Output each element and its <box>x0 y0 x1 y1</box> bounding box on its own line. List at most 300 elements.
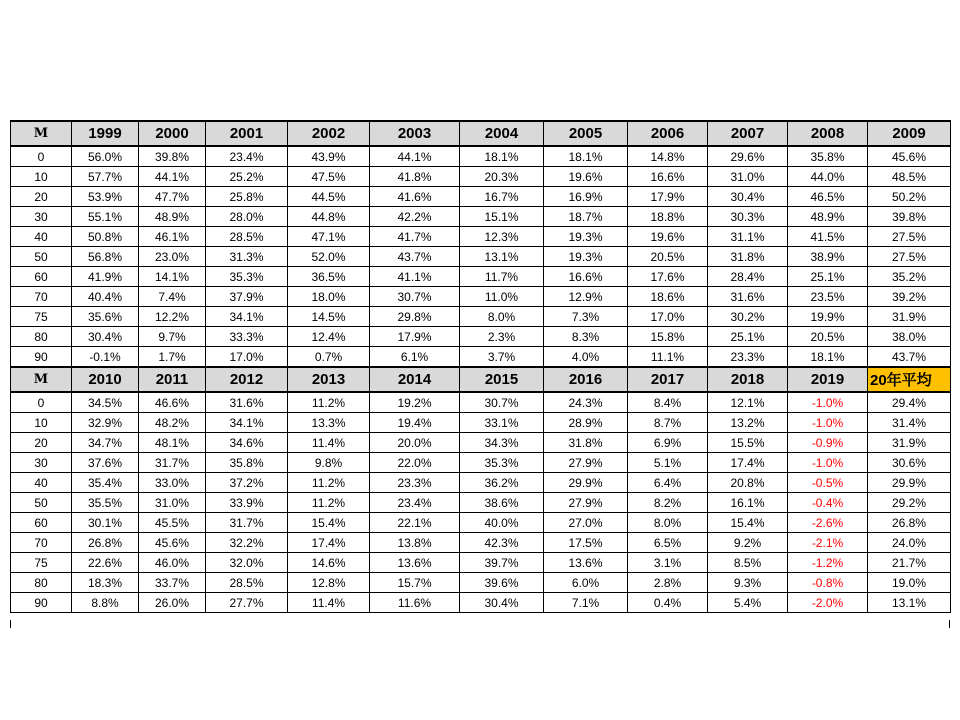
value-cell[interactable]: 6.4% <box>628 473 708 493</box>
value-cell[interactable]: 44.0% <box>788 167 868 187</box>
row-label-cell[interactable]: 0 <box>11 146 72 167</box>
value-cell[interactable]: 26.8% <box>72 533 139 553</box>
value-cell[interactable]: 30.1% <box>72 513 139 533</box>
value-cell[interactable]: 29.9% <box>868 473 951 493</box>
value-cell[interactable]: 2.3% <box>460 327 544 347</box>
value-cell[interactable]: -0.5% <box>788 473 868 493</box>
value-cell[interactable]: 14.1% <box>139 267 206 287</box>
value-cell[interactable]: 9.2% <box>708 533 788 553</box>
value-cell[interactable]: 44.1% <box>139 167 206 187</box>
value-cell[interactable]: 12.2% <box>139 307 206 327</box>
header-cell-year[interactable]: 2016 <box>544 367 628 392</box>
value-cell[interactable]: 15.5% <box>708 433 788 453</box>
value-cell[interactable]: 34.5% <box>72 392 139 413</box>
header-cell-year[interactable]: 2000 <box>139 121 206 146</box>
row-label-cell[interactable]: 40 <box>11 227 72 247</box>
header-cell-year[interactable]: 2011 <box>139 367 206 392</box>
value-cell[interactable]: 17.9% <box>628 187 708 207</box>
value-cell[interactable]: 30.7% <box>370 287 460 307</box>
value-cell[interactable]: 41.8% <box>370 167 460 187</box>
table-row <box>11 167 951 187</box>
value-cell[interactable]: 26.8% <box>868 513 951 533</box>
value-cell[interactable]: 0.4% <box>628 593 708 613</box>
value-cell[interactable]: 17.4% <box>708 453 788 473</box>
value-cell[interactable]: 27.5% <box>868 247 951 267</box>
value-cell[interactable]: 25.2% <box>206 167 288 187</box>
value-cell[interactable]: 31.7% <box>206 513 288 533</box>
value-cell[interactable]: 15.4% <box>708 513 788 533</box>
value-cell[interactable]: 56.0% <box>72 146 139 167</box>
value-cell[interactable]: 37.2% <box>206 473 288 493</box>
value-cell[interactable]: 31.7% <box>139 453 206 473</box>
value-cell[interactable]: 29.2% <box>868 493 951 513</box>
value-cell[interactable]: 15.1% <box>460 207 544 227</box>
row-label-cell[interactable]: 60 <box>11 513 72 533</box>
header-cell-m[interactable]: M <box>11 367 72 392</box>
value-cell[interactable]: 19.3% <box>544 227 628 247</box>
value-cell[interactable]: 13.3% <box>288 413 370 433</box>
value-cell[interactable]: 3.1% <box>628 553 708 573</box>
value-cell[interactable]: 41.6% <box>370 187 460 207</box>
row-label-cell[interactable]: 30 <box>11 207 72 227</box>
value-cell[interactable]: 13.8% <box>370 533 460 553</box>
value-cell[interactable]: 38.6% <box>460 493 544 513</box>
value-cell[interactable]: -2.0% <box>788 593 868 613</box>
row-label-cell[interactable]: 50 <box>11 247 72 267</box>
value-cell[interactable]: 39.2% <box>868 287 951 307</box>
value-cell[interactable]: 18.3% <box>72 573 139 593</box>
value-cell[interactable]: 43.7% <box>868 347 951 368</box>
value-cell[interactable]: 19.0% <box>868 573 951 593</box>
value-cell[interactable]: 31.9% <box>868 433 951 453</box>
value-cell[interactable]: 14.8% <box>628 146 708 167</box>
value-cell[interactable]: 18.1% <box>544 146 628 167</box>
value-cell[interactable]: 27.5% <box>868 227 951 247</box>
value-cell[interactable]: 46.5% <box>788 187 868 207</box>
value-cell[interactable]: 8.4% <box>628 392 708 413</box>
value-cell[interactable]: 44.5% <box>288 187 370 207</box>
value-cell[interactable]: -1.0% <box>788 453 868 473</box>
value-cell[interactable]: 30.2% <box>708 307 788 327</box>
value-cell[interactable]: 41.5% <box>788 227 868 247</box>
value-cell[interactable]: 19.6% <box>628 227 708 247</box>
value-cell[interactable]: 13.2% <box>708 413 788 433</box>
value-cell[interactable]: 44.8% <box>288 207 370 227</box>
header-cell-year[interactable]: 2006 <box>628 121 708 146</box>
value-cell[interactable]: 18.6% <box>628 287 708 307</box>
value-cell[interactable]: 32.0% <box>206 553 288 573</box>
value-cell[interactable]: 11.4% <box>288 433 370 453</box>
value-cell[interactable]: 6.0% <box>544 573 628 593</box>
value-cell[interactable]: 13.1% <box>868 593 951 613</box>
value-cell[interactable]: 29.6% <box>708 146 788 167</box>
value-cell[interactable]: 12.1% <box>708 392 788 413</box>
value-cell[interactable]: -0.9% <box>788 433 868 453</box>
value-cell[interactable]: 28.4% <box>708 267 788 287</box>
value-cell[interactable]: 18.7% <box>544 207 628 227</box>
value-cell[interactable]: 7.4% <box>139 287 206 307</box>
table-row <box>11 287 951 307</box>
value-cell[interactable]: 31.8% <box>708 247 788 267</box>
value-cell[interactable]: 11.6% <box>370 593 460 613</box>
value-cell[interactable]: 30.7% <box>460 392 544 413</box>
grid-line <box>10 620 11 628</box>
value-cell[interactable]: 18.1% <box>788 347 868 368</box>
value-cell[interactable]: 16.6% <box>628 167 708 187</box>
row-label-cell[interactable]: 30 <box>11 453 72 473</box>
value-cell[interactable]: 34.1% <box>206 413 288 433</box>
value-cell[interactable]: 26.0% <box>139 593 206 613</box>
header-cell-year[interactable]: 2004 <box>460 121 544 146</box>
value-cell[interactable]: 35.8% <box>206 453 288 473</box>
value-cell[interactable]: 31.0% <box>139 493 206 513</box>
table-row <box>11 267 951 287</box>
value-cell[interactable]: 31.3% <box>206 247 288 267</box>
value-cell[interactable]: 3.7% <box>460 347 544 368</box>
value-cell[interactable]: 20.8% <box>708 473 788 493</box>
value-cell[interactable]: 46.6% <box>139 392 206 413</box>
header-cell-year[interactable]: 2018 <box>708 367 788 392</box>
value-cell[interactable]: 29.9% <box>544 473 628 493</box>
value-cell[interactable]: 13.6% <box>370 553 460 573</box>
value-cell[interactable]: 24.0% <box>868 533 951 553</box>
value-cell[interactable]: 16.7% <box>460 187 544 207</box>
value-cell[interactable]: 17.9% <box>370 327 460 347</box>
row-label-cell[interactable]: 90 <box>11 593 72 613</box>
value-cell[interactable]: 20.0% <box>370 433 460 453</box>
header-cell-year[interactable]: 2001 <box>206 121 288 146</box>
value-cell[interactable]: 27.9% <box>544 493 628 513</box>
value-cell[interactable]: 20.5% <box>788 327 868 347</box>
header-cell-year[interactable]: 2012 <box>206 367 288 392</box>
value-cell[interactable]: 17.5% <box>544 533 628 553</box>
header-cell-year[interactable]: 2008 <box>788 121 868 146</box>
value-cell[interactable]: 36.5% <box>288 267 370 287</box>
value-cell[interactable]: 32.9% <box>72 413 139 433</box>
value-cell[interactable]: 7.3% <box>544 307 628 327</box>
value-cell[interactable]: 25.1% <box>708 327 788 347</box>
header-cell-year[interactable]: 2014 <box>370 367 460 392</box>
value-cell[interactable]: 15.8% <box>628 327 708 347</box>
value-cell[interactable]: 38.9% <box>788 247 868 267</box>
value-cell[interactable]: 31.0% <box>708 167 788 187</box>
value-cell[interactable]: 12.4% <box>288 327 370 347</box>
value-cell[interactable]: 45.6% <box>139 533 206 553</box>
value-cell[interactable]: 7.1% <box>544 593 628 613</box>
value-cell[interactable]: 32.2% <box>206 533 288 553</box>
value-cell[interactable]: 11.1% <box>628 347 708 368</box>
value-cell[interactable]: 19.3% <box>544 247 628 267</box>
value-cell[interactable]: 40.0% <box>460 513 544 533</box>
value-cell[interactable]: 28.9% <box>544 413 628 433</box>
value-cell[interactable]: 48.9% <box>788 207 868 227</box>
value-cell[interactable]: 34.6% <box>206 433 288 453</box>
value-cell[interactable]: 36.2% <box>460 473 544 493</box>
value-cell[interactable]: 27.0% <box>544 513 628 533</box>
value-cell[interactable]: 27.7% <box>206 593 288 613</box>
value-cell[interactable]: 31.6% <box>206 392 288 413</box>
value-cell[interactable]: 30.4% <box>708 187 788 207</box>
value-cell[interactable]: 23.0% <box>139 247 206 267</box>
value-cell[interactable]: 42.2% <box>370 207 460 227</box>
value-cell[interactable]: 55.1% <box>72 207 139 227</box>
value-cell[interactable]: 13.6% <box>544 553 628 573</box>
header-cell-year[interactable]: 2007 <box>708 121 788 146</box>
table-row <box>11 473 951 493</box>
value-cell[interactable]: 14.6% <box>288 553 370 573</box>
row-label-cell[interactable]: 90 <box>11 347 72 368</box>
value-cell[interactable]: 37.6% <box>72 453 139 473</box>
value-cell[interactable]: 5.1% <box>628 453 708 473</box>
row-label-cell[interactable]: 75 <box>11 553 72 573</box>
value-cell[interactable]: 23.4% <box>206 146 288 167</box>
value-cell[interactable]: -1.2% <box>788 553 868 573</box>
value-cell[interactable]: 33.9% <box>206 493 288 513</box>
header-cell-m[interactable]: M <box>11 121 72 146</box>
value-cell[interactable]: 31.6% <box>708 287 788 307</box>
row-label-cell[interactable]: 40 <box>11 473 72 493</box>
value-cell[interactable]: 30.6% <box>868 453 951 473</box>
value-cell[interactable]: 46.1% <box>139 227 206 247</box>
value-cell[interactable]: 8.0% <box>628 513 708 533</box>
value-cell[interactable]: 29.4% <box>868 392 951 413</box>
value-cell[interactable]: 19.4% <box>370 413 460 433</box>
value-cell[interactable]: 11.2% <box>288 473 370 493</box>
value-cell[interactable]: 43.9% <box>288 146 370 167</box>
returns-table <box>10 120 951 613</box>
value-cell[interactable]: 23.3% <box>370 473 460 493</box>
value-cell[interactable]: 8.8% <box>72 593 139 613</box>
value-cell[interactable]: 50.2% <box>868 187 951 207</box>
value-cell[interactable]: 52.0% <box>288 247 370 267</box>
value-cell[interactable]: 11.7% <box>460 267 544 287</box>
row-label-cell[interactable]: 75 <box>11 307 72 327</box>
value-cell[interactable]: 35.2% <box>868 267 951 287</box>
value-cell[interactable]: -0.8% <box>788 573 868 593</box>
value-cell[interactable]: 35.5% <box>72 493 139 513</box>
value-cell[interactable]: 56.8% <box>72 247 139 267</box>
table-row <box>11 187 951 207</box>
value-cell[interactable]: 18.0% <box>288 287 370 307</box>
value-cell[interactable]: 35.6% <box>72 307 139 327</box>
table-row <box>11 207 951 227</box>
header-cell-year[interactable]: 20年平均 <box>868 367 951 392</box>
value-cell[interactable]: 9.7% <box>139 327 206 347</box>
header-cell-year[interactable]: 2013 <box>288 367 370 392</box>
value-cell[interactable]: 27.9% <box>544 453 628 473</box>
value-cell[interactable]: 30.4% <box>460 593 544 613</box>
value-cell[interactable]: 57.7% <box>72 167 139 187</box>
value-cell[interactable]: 20.3% <box>460 167 544 187</box>
value-cell[interactable]: 30.3% <box>708 207 788 227</box>
value-cell[interactable]: 47.1% <box>288 227 370 247</box>
value-cell[interactable]: 53.9% <box>72 187 139 207</box>
value-cell[interactable]: 22.6% <box>72 553 139 573</box>
value-cell[interactable]: 23.5% <box>788 287 868 307</box>
value-cell[interactable]: 41.7% <box>370 227 460 247</box>
value-cell[interactable]: 35.8% <box>788 146 868 167</box>
row-label-cell[interactable]: 20 <box>11 187 72 207</box>
row-label-cell[interactable]: 70 <box>11 287 72 307</box>
value-cell[interactable]: 39.6% <box>460 573 544 593</box>
value-cell[interactable]: 16.9% <box>544 187 628 207</box>
value-cell[interactable]: 35.3% <box>460 453 544 473</box>
value-cell[interactable]: 16.6% <box>544 267 628 287</box>
value-cell[interactable]: 8.7% <box>628 413 708 433</box>
value-cell[interactable]: 19.9% <box>788 307 868 327</box>
value-cell[interactable]: 11.2% <box>288 493 370 513</box>
value-cell[interactable]: 34.7% <box>72 433 139 453</box>
value-cell[interactable]: 9.3% <box>708 573 788 593</box>
value-cell[interactable]: 47.7% <box>139 187 206 207</box>
value-cell[interactable]: 28.5% <box>206 573 288 593</box>
value-cell[interactable]: 11.4% <box>288 593 370 613</box>
value-cell[interactable]: 24.3% <box>544 392 628 413</box>
value-cell[interactable]: 40.4% <box>72 287 139 307</box>
value-cell[interactable]: 8.5% <box>708 553 788 573</box>
value-cell[interactable]: 22.1% <box>370 513 460 533</box>
value-cell[interactable]: 41.9% <box>72 267 139 287</box>
header-cell-year[interactable]: 2017 <box>628 367 708 392</box>
value-cell[interactable]: 48.5% <box>868 167 951 187</box>
row-label-cell[interactable]: 20 <box>11 433 72 453</box>
value-cell[interactable]: 19.6% <box>544 167 628 187</box>
value-cell[interactable]: 48.1% <box>139 433 206 453</box>
row-label-cell[interactable]: 80 <box>11 573 72 593</box>
value-cell[interactable]: -1.0% <box>788 413 868 433</box>
value-cell[interactable]: 22.0% <box>370 453 460 473</box>
table-row <box>11 327 951 347</box>
value-cell[interactable]: 18.1% <box>460 146 544 167</box>
value-cell[interactable]: 25.1% <box>788 267 868 287</box>
value-cell[interactable]: -2.6% <box>788 513 868 533</box>
value-cell[interactable]: 25.8% <box>206 187 288 207</box>
value-cell[interactable]: 42.3% <box>460 533 544 553</box>
row-label-cell[interactable]: 10 <box>11 167 72 187</box>
value-cell[interactable]: 34.3% <box>460 433 544 453</box>
value-cell[interactable]: 12.9% <box>544 287 628 307</box>
value-cell[interactable]: 18.8% <box>628 207 708 227</box>
value-cell[interactable]: 23.3% <box>708 347 788 368</box>
row-label-cell[interactable]: 10 <box>11 413 72 433</box>
value-cell[interactable]: 15.7% <box>370 573 460 593</box>
value-cell[interactable]: 15.4% <box>288 513 370 533</box>
header-cell-year[interactable]: 2003 <box>370 121 460 146</box>
value-cell[interactable]: 37.9% <box>206 287 288 307</box>
value-cell[interactable]: 35.3% <box>206 267 288 287</box>
value-cell[interactable]: 2.8% <box>628 573 708 593</box>
header-cell-year[interactable]: 2010 <box>72 367 139 392</box>
value-cell[interactable]: 31.1% <box>708 227 788 247</box>
value-cell[interactable]: 31.9% <box>868 307 951 327</box>
value-cell[interactable]: 11.2% <box>288 392 370 413</box>
value-cell[interactable]: 31.4% <box>868 413 951 433</box>
value-cell[interactable]: 43.7% <box>370 247 460 267</box>
grid-line <box>949 620 950 628</box>
value-cell[interactable]: 9.8% <box>288 453 370 473</box>
header-cell-year[interactable]: 2009 <box>868 121 951 146</box>
value-cell[interactable]: -0.4% <box>788 493 868 513</box>
header-cell-year[interactable]: 1999 <box>72 121 139 146</box>
value-cell[interactable]: 35.4% <box>72 473 139 493</box>
value-cell[interactable]: 8.3% <box>544 327 628 347</box>
value-cell[interactable]: 8.2% <box>628 493 708 513</box>
value-cell[interactable]: 12.3% <box>460 227 544 247</box>
value-cell[interactable]: 34.1% <box>206 307 288 327</box>
value-cell[interactable]: 17.6% <box>628 267 708 287</box>
value-cell[interactable]: 50.8% <box>72 227 139 247</box>
value-cell[interactable]: 33.0% <box>139 473 206 493</box>
value-cell[interactable]: 28.0% <box>206 207 288 227</box>
value-cell[interactable]: 19.2% <box>370 392 460 413</box>
value-cell[interactable]: 6.5% <box>628 533 708 553</box>
header-cell-year[interactable]: 2005 <box>544 121 628 146</box>
value-cell[interactable]: 44.1% <box>370 146 460 167</box>
header-cell-year[interactable]: 2002 <box>288 121 370 146</box>
value-cell[interactable]: 13.1% <box>460 247 544 267</box>
value-cell[interactable]: 12.8% <box>288 573 370 593</box>
row-label-cell[interactable]: 0 <box>11 392 72 413</box>
value-cell[interactable]: -1.0% <box>788 392 868 413</box>
value-cell[interactable]: 39.8% <box>139 146 206 167</box>
value-cell[interactable]: 16.1% <box>708 493 788 513</box>
value-cell[interactable]: 45.5% <box>139 513 206 533</box>
value-cell[interactable]: 8.0% <box>460 307 544 327</box>
value-cell[interactable]: 5.4% <box>708 593 788 613</box>
value-cell[interactable]: 20.5% <box>628 247 708 267</box>
value-cell[interactable]: 6.1% <box>370 347 460 368</box>
value-cell[interactable]: 46.0% <box>139 553 206 573</box>
value-cell[interactable]: 17.0% <box>628 307 708 327</box>
value-cell[interactable]: 17.0% <box>206 347 288 368</box>
value-cell[interactable]: 1.7% <box>139 347 206 368</box>
value-cell[interactable]: 30.4% <box>72 327 139 347</box>
value-cell[interactable]: 39.8% <box>868 207 951 227</box>
row-label-cell[interactable]: 70 <box>11 533 72 553</box>
value-cell[interactable]: 39.7% <box>460 553 544 573</box>
table-row <box>11 453 951 473</box>
value-cell[interactable]: 11.0% <box>460 287 544 307</box>
value-cell[interactable]: 33.7% <box>139 573 206 593</box>
header-cell-year[interactable]: 2019 <box>788 367 868 392</box>
value-cell[interactable]: 29.8% <box>370 307 460 327</box>
value-cell[interactable]: 45.6% <box>868 146 951 167</box>
row-label-cell[interactable]: 80 <box>11 327 72 347</box>
value-cell[interactable]: 48.2% <box>139 413 206 433</box>
value-cell[interactable]: 33.1% <box>460 413 544 433</box>
value-cell[interactable]: 41.1% <box>370 267 460 287</box>
value-cell[interactable]: -0.1% <box>72 347 139 368</box>
value-cell[interactable]: 4.0% <box>544 347 628 368</box>
value-cell[interactable]: 38.0% <box>868 327 951 347</box>
value-cell[interactable]: 6.9% <box>628 433 708 453</box>
value-cell[interactable]: 47.5% <box>288 167 370 187</box>
value-cell[interactable]: 31.8% <box>544 433 628 453</box>
value-cell[interactable]: 23.4% <box>370 493 460 513</box>
value-cell[interactable]: -2.1% <box>788 533 868 553</box>
header-cell-year[interactable]: 2015 <box>460 367 544 392</box>
value-cell[interactable]: 33.3% <box>206 327 288 347</box>
value-cell[interactable]: 14.5% <box>288 307 370 327</box>
row-label-cell[interactable]: 50 <box>11 493 72 513</box>
value-cell[interactable]: 21.7% <box>868 553 951 573</box>
value-cell[interactable]: 48.9% <box>139 207 206 227</box>
row-label-cell[interactable]: 60 <box>11 267 72 287</box>
value-cell[interactable]: 28.5% <box>206 227 288 247</box>
value-cell[interactable]: 17.4% <box>288 533 370 553</box>
table-row <box>11 307 951 327</box>
value-cell[interactable]: 0.7% <box>288 347 370 368</box>
